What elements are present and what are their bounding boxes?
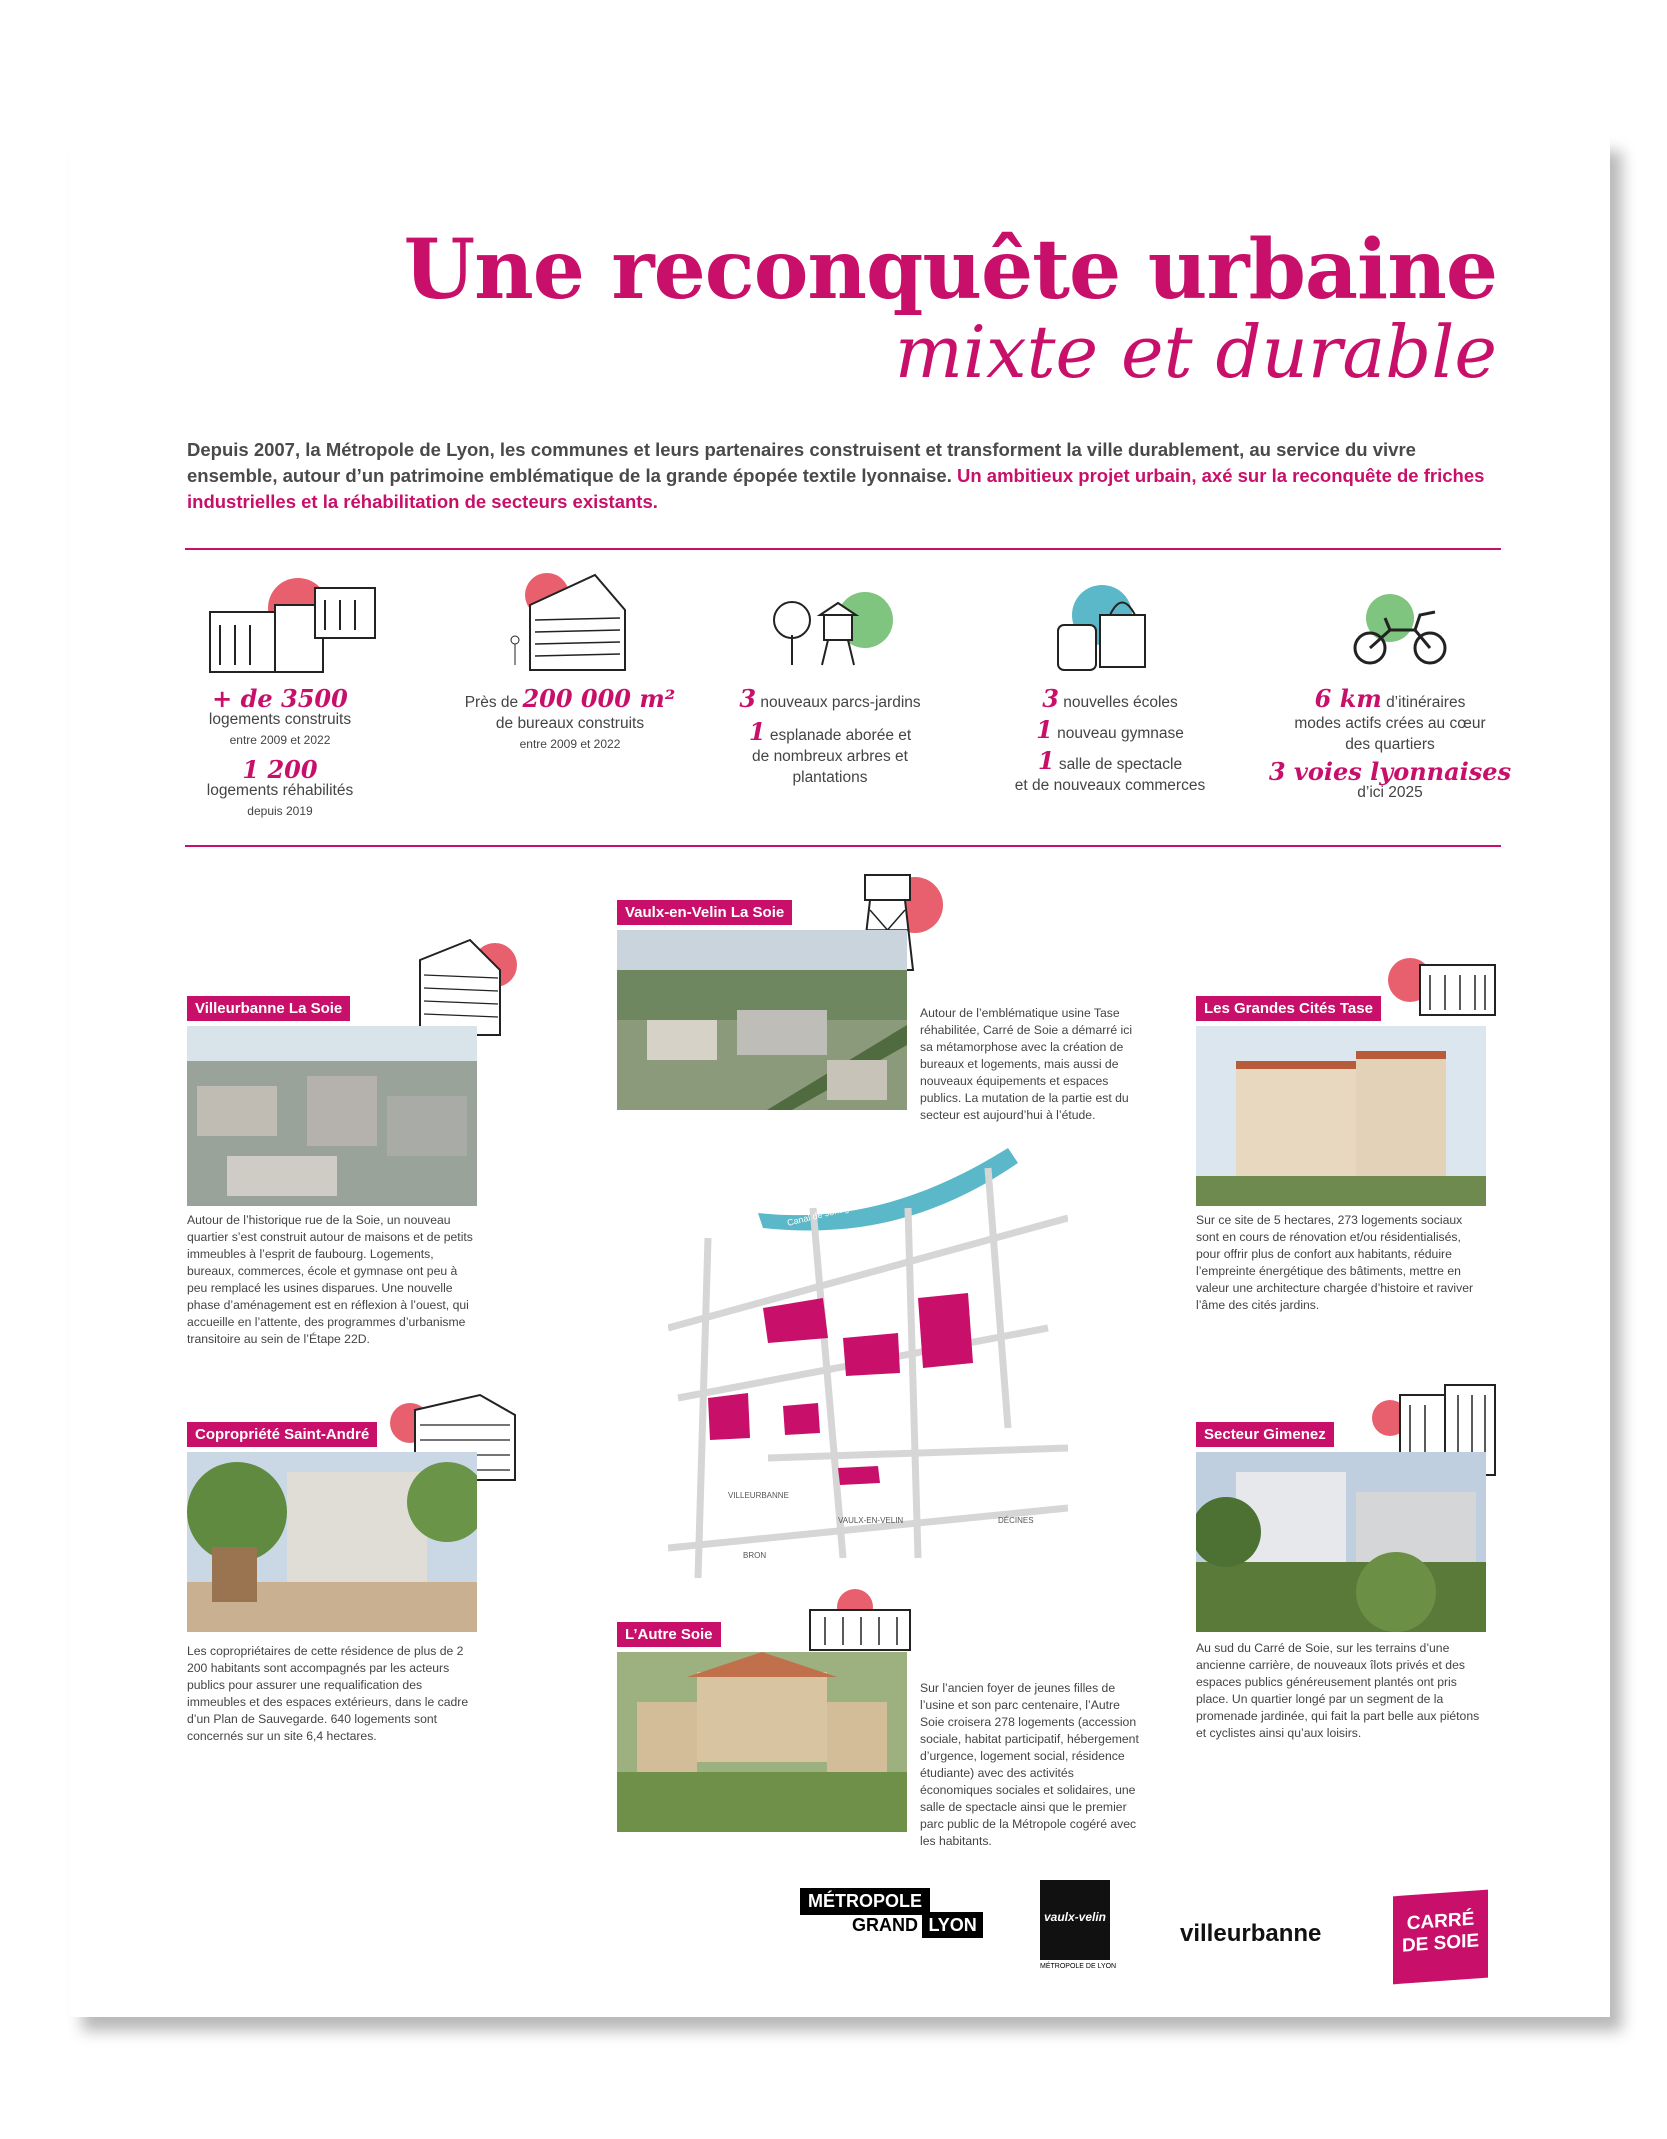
stat-km-label: d’itinéraires [1386,694,1466,711]
tag-standre: Copropriété Saint-André [187,1422,377,1447]
text-vaulx: Autour de l’emblématique usine Tase réhabilitée, Carré de Soie a démarré ici sa métamorphose avec la création de bureaux et logements, mais aussi de nouveaux équipements et espaces publics. La mutation de la partie est du secteur est aujourd’hui à l’étude. [920,1006,1133,1122]
stat-mobility [1260,684,1520,803]
zone-autre [783,1403,820,1435]
bicycle-icon [1345,590,1455,670]
tag-autre: L’Autre Soie [617,1622,721,1647]
cites-building-icon [1380,945,1500,1020]
stat-housing-period: entre 2009 et 2022 [229,733,331,747]
stat-offices-label: de bureaux construits [495,715,645,732]
housing-icon [200,570,390,680]
logo-vaulx-sub: MÉTROPOLE DE LYON [1040,1963,1117,1970]
tag-tase: Les Grandes Cités Tase [1196,996,1381,1021]
stat-voies-label: d’ici 2025 [1357,784,1423,801]
site-map [668,1128,1068,1578]
logo-metropole [800,1888,983,1936]
intro-text: Depuis 2007, la Métropole de Lyon, les communes et leurs partenaires construisent et transforment la ville durablement, au service du vivre ensemble, autour d’un patrimoine emblématique de la grande épopée textile lyonnaise. [187,439,1416,486]
intro-paragraph [187,437,1502,515]
text-villeurbanne: Autour de l’historique rue de la Soie, un nouveau quartier s’est construit autour de maisons et de petits immeubles à l’esprit de faubourg. Logements, bureaux, commerces, école et gymnase ont peu à peu remplacé les usines disparues. Une nouvelle phase d’aménagement est en réflexion à l’ouest, qui accueille en l’attente, des programmes d’urbanisme transitoire au sein de l’Étape 22D. [187,1213,473,1346]
stat-gym-label: nouveau gymnase [1057,725,1184,742]
logo-metropole-line2: GRAND [852,1915,918,1935]
text-autre: Sur l’ancien foyer de jeunes filles de l’usine et son parc centenaire, l’Autre Soie croisera 278 logements (accession sociale, habitat participatif, hébergement d’urgence, logement social, résidence étudiante) avec des activités économiques sociales et solidaires, une salle de spectacle ainsi que le premier parc public de la Métropole cogéré avec les habitants. [920,1681,1139,1848]
stat-housing-value: + de 3500 [212,684,348,713]
zone-vaulx [843,1333,900,1376]
map-canal-label: Canal de Jonage [786,1201,855,1228]
zone-standre [708,1393,750,1440]
stat-shops-label: et de nouveaux commerces [1014,777,1206,794]
title-line-1: Une reconquête urbaine [403,222,1497,318]
tower-building-icon [410,930,520,1040]
zone-gimenez [838,1466,880,1485]
stat-offices-period: entre 2009 et 2022 [519,737,621,751]
stat-trees-label: de nombreux arbres et [752,748,908,765]
photo-standre-playground [187,1452,477,1632]
tag-villeurbanne: Villeurbanne La Soie [187,996,350,1021]
stat-plantations-label: plantations [792,769,868,786]
stat-offices [440,684,700,755]
map-place-bron: BRON [743,1551,767,1560]
logo-carre-line2: DE SOIE [1401,1930,1480,1957]
stat-schools-label: nouvelles écoles [1063,694,1178,711]
zone-tase [918,1293,973,1368]
logo-carre-line1: CARRÉ [1406,1908,1475,1935]
map-place-villeurbanne: VILLEURBANNE [728,1491,789,1500]
school-bag-icon [1050,580,1160,675]
office-building-icon [505,570,645,680]
map-place-vaulx: VAULX-EN-VELIN [838,1516,904,1525]
autre-soie-building-icon [805,1585,915,1655]
text-gimenez: Au sud du Carré de Soie, sur les terrains d’une ancienne carrière, de nouveaux îlots privés et des espaces publics généreusement plantés ont pris place. Un quartier longé par un segment de la promenade jardinée, qui fait la part belle aux piétons et cyclistes ainsi qu’aux loisirs. [1196,1641,1480,1740]
stat-parks [700,684,960,788]
stat-hall-value: 1 [1037,746,1055,775]
photo-tase-buildings [1196,1026,1486,1206]
stat-offices-pre: Près de [464,694,523,711]
stat-offices-value: 200 000 m² [522,684,676,713]
stat-voies-value: 3 voies lyonnaises [1268,757,1512,786]
logo-metropole-line1: MÉTROPOLE [800,1888,930,1915]
title-line-2: mixte et durable [894,310,1497,394]
logo-carre-de-soie [1393,1890,1488,1985]
photo-autre-soie [617,1652,907,1832]
stat-rehab-label: logements réhabilités [206,782,354,799]
photo-gimenez-garden [1196,1452,1486,1632]
stat-schools [975,684,1245,796]
stat-km-value: 6 km [1314,684,1382,713]
intro-highlight: Un ambitieux projet urbain, axé sur la reconquête de friches industrielles et la réhabilitation de secteurs existants. [187,465,1485,512]
stat-rehab-period: depuis 2019 [247,804,313,818]
park-icon [770,585,910,670]
divider-bottom [185,845,1501,847]
stat-km-label-3: des quartiers [1345,736,1435,753]
stat-schools-value: 3 [1042,684,1059,713]
text-standre: Les copropriétaires de cette résidence de plus de 2 200 habitants sont accompagnés par les acteurs publics pour assurer une requalification des immeubles et des espaces extérieurs, dans le cadre d’un Plan de Sauvegarde. 640 logements sont concernés sur un site 6,4 hectares. [187,1644,469,1743]
tag-gimenez: Secteur Gimenez [1196,1422,1334,1447]
stat-rehab-value: 1 200 [242,755,318,784]
stat-km-label-2: modes actifs crées au cœur [1294,715,1486,732]
logo-vaulx-text: vaulx-velin [1043,1910,1107,1924]
text-tase: Sur ce site de 5 hectares, 273 logements sociaux sont en cours de rénovation et/ou résidentialisés, pour offrir plus de confort aux habitants, réduire l’empreinte énergétique des bâtiments, mettre en valeur une architecture chargée d’histoire et raviver l’âme des cités jardins. [1196,1213,1474,1312]
stat-gym-value: 1 [1036,715,1053,744]
tag-vaulx: Vaulx-en-Velin La Soie [617,900,792,925]
stat-housing [160,684,400,822]
photo-villeurbanne-aerial [187,1026,477,1206]
map-place-decines: DÉCINES [998,1516,1034,1525]
logo-vaulx [1040,1880,1110,1960]
stat-esplanade-label: esplanade aborée et [769,727,912,744]
stat-parks-value: 3 [739,684,757,713]
divider-top [185,548,1501,550]
logo-metropole-line3: LYON [922,1912,982,1938]
logo-villeurbanne: villeurbanne [1180,1920,1322,1947]
stat-hall-label: salle de spectacle [1058,756,1183,773]
photo-vaulx-aerial [617,930,907,1110]
stat-esplanade-value: 1 [748,717,766,746]
stat-housing-label: logements construits [208,711,352,728]
stat-parks-label: nouveaux parcs-jardins [760,694,921,711]
